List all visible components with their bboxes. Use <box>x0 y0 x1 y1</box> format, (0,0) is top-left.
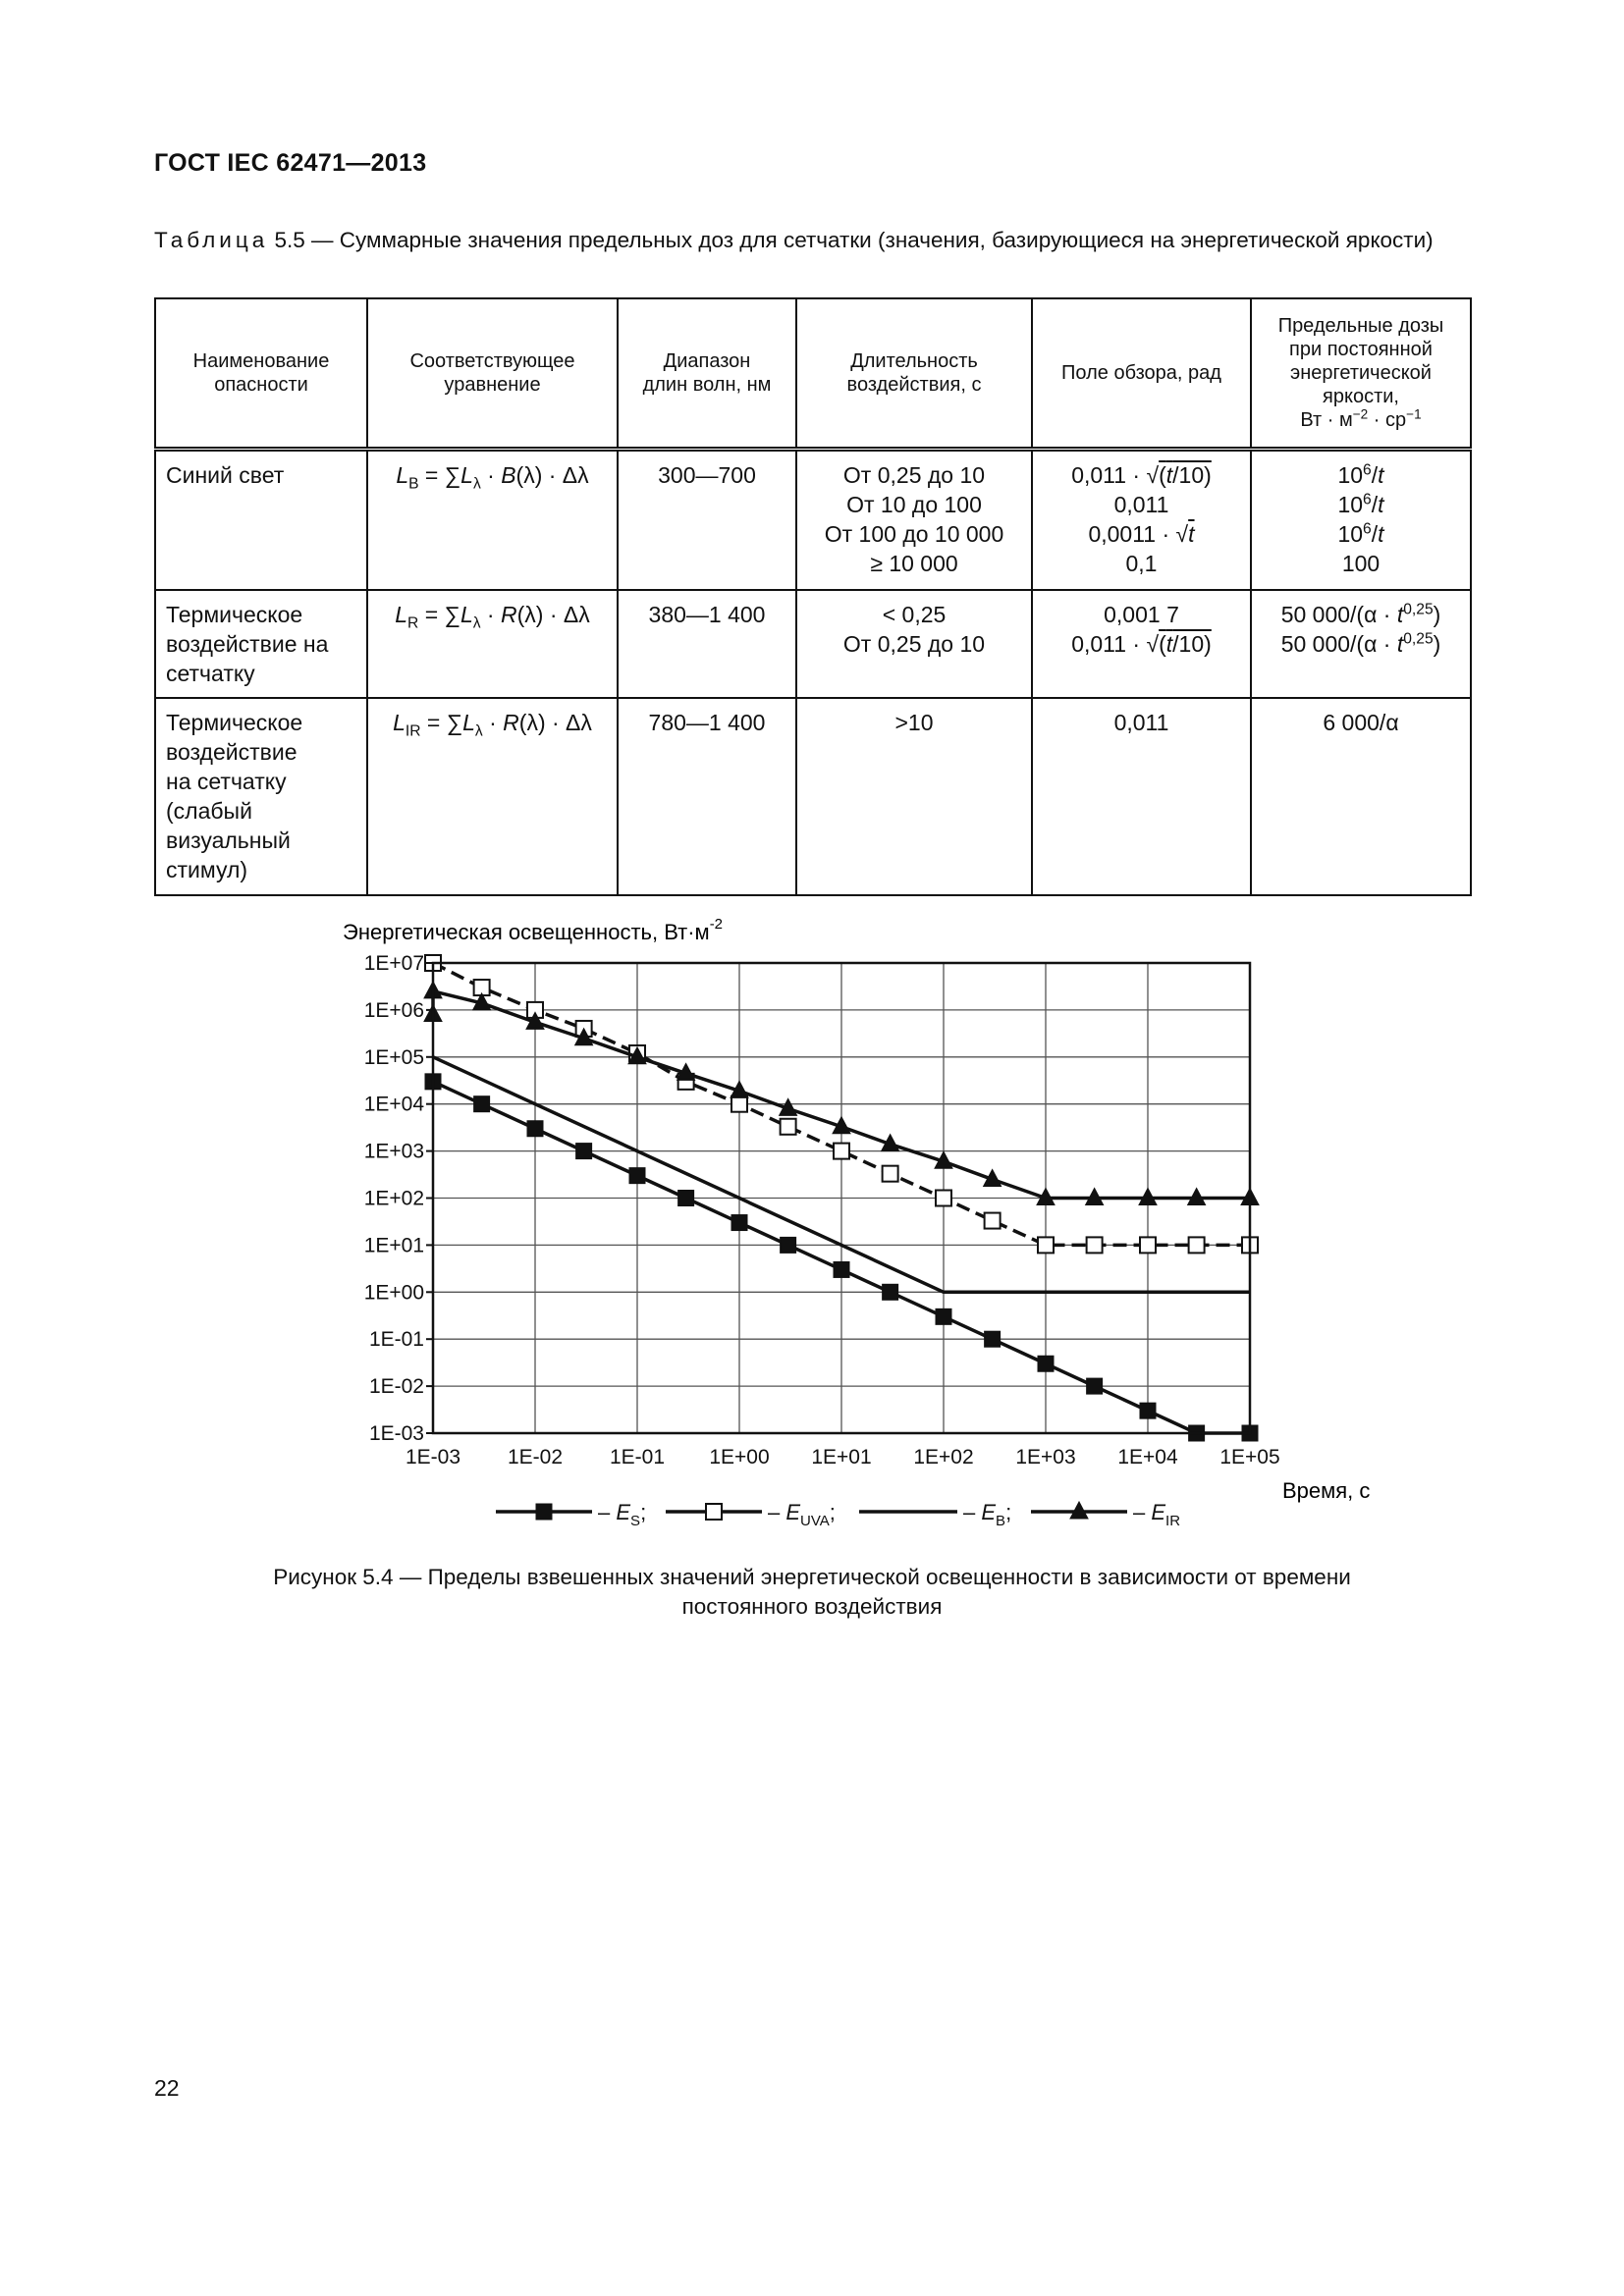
cell-range: 300—700 <box>618 450 796 590</box>
cell-limits: $10^6/t$ $10^6/t$ $10^6/t$ 100 <box>1251 450 1471 590</box>
column-header-duration: Длительность воздействия, с <box>796 298 1032 450</box>
data-point <box>985 1213 1001 1229</box>
cell-hazard: Синий свет <box>155 450 367 590</box>
x-tick-label: 1E-03 <box>405 1446 461 1468</box>
cell-fov: 0,011 <box>1032 698 1251 895</box>
cell-durations: >10 <box>796 698 1032 895</box>
legend-item-es <box>496 1500 646 1529</box>
data-point <box>629 1168 645 1184</box>
data-point <box>474 1096 490 1112</box>
page-number: 22 <box>154 2075 180 2101</box>
cell-limits: 6 000/α <box>1251 698 1471 895</box>
x-tick-label: 1E-01 <box>609 1446 666 1468</box>
figure-caption: Рисунок 5.4 — Пределы взвешенных значений энергетической освещенности в зависимости от времени постоянного воздействия <box>273 1565 1351 1619</box>
cell-equation: $L_{IR} = \sum L_\lambda \cdot R(\lambda) \cdot \Delta\lambda$ <box>367 698 618 895</box>
data-point <box>936 1308 951 1324</box>
data-point <box>1038 1356 1054 1371</box>
legend-marker <box>706 1504 722 1520</box>
y-tick-label: 1E+06 <box>363 998 424 1022</box>
table-caption-text: 5.5 — Суммарные значения предельных доз для сетчатки (значения, базирующиеся на энергетической яркости) <box>268 228 1434 252</box>
document-header: ГОСТ IEC 62471—2013 <box>154 149 427 177</box>
data-point <box>834 1144 849 1159</box>
y-tick-label: 1E+00 <box>363 1281 424 1305</box>
data-point <box>576 1144 592 1159</box>
column-header-fov: Поле обзора, рад <box>1032 298 1251 450</box>
cell-range: 380—1 400 <box>618 590 796 698</box>
data-point <box>1189 1237 1205 1253</box>
x-tick-label: 1E+04 <box>1117 1446 1178 1468</box>
cell-durations: От 0,25 до 10 От 10 до 100 От 100 до 10 000 ≥ 10 000 <box>796 450 1032 590</box>
data-point <box>731 1215 747 1231</box>
table-caption-label: Таблица <box>154 228 269 252</box>
legend-item-eir <box>1031 1500 1180 1529</box>
y-tick-label: 1E-01 <box>368 1328 424 1352</box>
data-point <box>834 1261 849 1277</box>
legend-label: – $E_B$; <box>963 1500 1012 1529</box>
y-tick-label: 1E+02 <box>363 1187 424 1210</box>
cell-fov: 0,001 7 0,011 · √(t/10) <box>1032 590 1251 698</box>
cell-range: 780—1 400 <box>618 698 796 895</box>
x-tick-label: 1E-02 <box>507 1446 564 1468</box>
cell-equation: $L_R = \sum L_\lambda \cdot R(\lambda) \cdot \Delta\lambda$ <box>367 590 618 698</box>
legend-marker <box>536 1504 552 1520</box>
legend-item-eb <box>859 1500 1011 1529</box>
data-point <box>1140 1237 1156 1253</box>
cell-limits: 50 $000/(\alpha \cdot t^{0,25})$ 50 $000/(\alpha \cdot t^{0,25})$ <box>1251 590 1471 698</box>
x-tick-label: 1E+05 <box>1219 1446 1280 1468</box>
data-point <box>1038 1237 1054 1253</box>
data-point <box>883 1166 898 1182</box>
y-tick-label: 1E+05 <box>363 1045 424 1069</box>
cell-hazard: Термическое воздействие на сетчатку (слабый визуальный стимул) <box>155 698 367 895</box>
column-header-limits: Предельные дозы при постоянной энергетической яркости, Вт · $м^{-2} \cdot ср^{-1}$ <box>1251 298 1471 450</box>
data-point <box>1087 1237 1103 1253</box>
cell-hazard: Термическое воздействие на сетчатку <box>155 590 367 698</box>
chart-legend <box>496 1500 1180 1529</box>
data-point <box>985 1331 1001 1347</box>
y-axis-title: Энергетическая освещенность, $Вт\cdot м^{-2}$ <box>343 916 724 944</box>
data-point <box>527 1121 543 1137</box>
cell-fov: 0,011 · √(t/10) 0,011 0,0011 · √t 0,1 <box>1032 450 1251 590</box>
x-tick-label: 1E+02 <box>913 1446 974 1468</box>
x-tick-label: 1E+01 <box>811 1446 872 1468</box>
data-point <box>883 1284 898 1300</box>
data-point <box>731 1096 747 1112</box>
x-axis-title: Время, с <box>1282 1478 1371 1503</box>
y-tick-label: 1E+03 <box>363 1140 424 1163</box>
data-point <box>781 1119 796 1135</box>
legend-label: – $E_{IR}$ <box>1133 1500 1181 1529</box>
cell-durations: < 0,25 От 0,25 до 10 <box>796 590 1032 698</box>
y-tick-label: 1E-02 <box>368 1375 424 1399</box>
data-point <box>1087 1378 1103 1394</box>
y-tick-label: 1E-03 <box>368 1422 424 1445</box>
data-point <box>678 1191 694 1206</box>
x-tick-label: 1E+03 <box>1015 1446 1076 1468</box>
data-point <box>936 1191 951 1206</box>
legend-label: – $E_{UVA}$; <box>768 1500 836 1529</box>
column-header-hazard: Наименование опасности <box>155 298 367 450</box>
legend-label: – $E_S$; <box>598 1500 647 1529</box>
y-tick-label: 1E+04 <box>363 1093 424 1116</box>
y-tick-label: 1E+01 <box>363 1234 424 1257</box>
y-tick-label: 1E+07 <box>363 952 424 975</box>
legend-item-euva <box>666 1500 836 1529</box>
column-header-wavelength: Диапазон длин волн, нм <box>618 298 796 450</box>
x-tick-label: 1E+00 <box>709 1446 770 1468</box>
data-point <box>1140 1403 1156 1418</box>
column-header-equation: Соответствующее уравнение <box>367 298 618 450</box>
data-point <box>781 1237 796 1253</box>
cell-equation: $L_B = \sum L_\lambda \cdot B(\lambda) \cdot \Delta\lambda$ <box>367 450 618 590</box>
chart-axes <box>364 952 1280 1468</box>
